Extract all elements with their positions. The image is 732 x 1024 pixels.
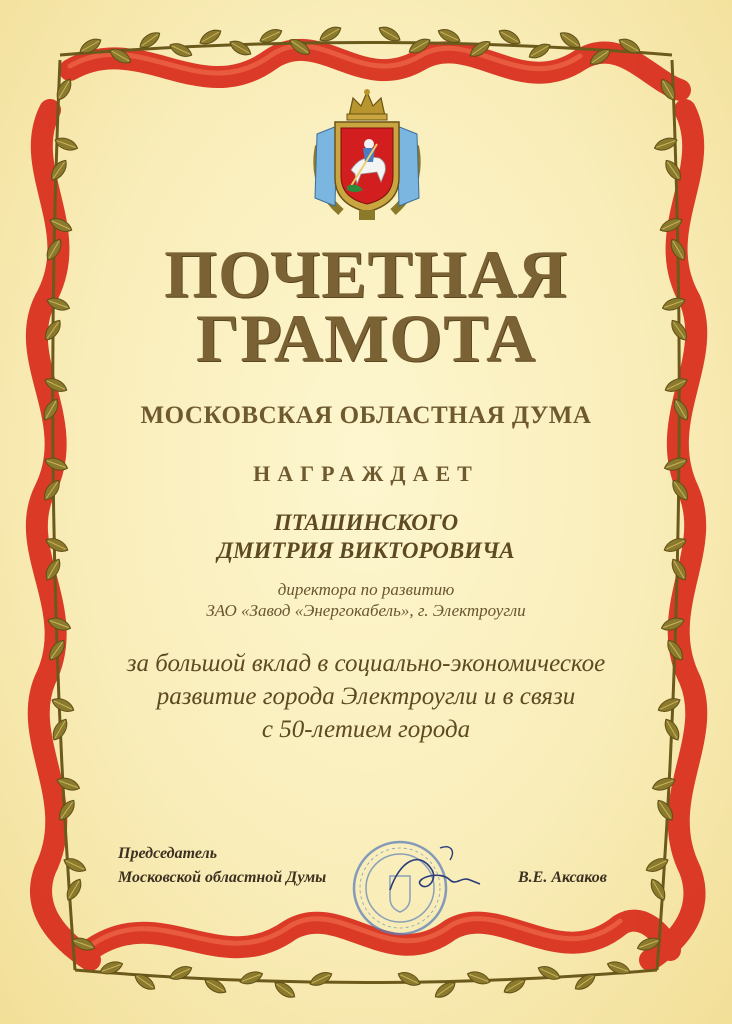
award-reason-line3: с 50-летием города (261, 716, 471, 743)
recipient-company: ЗАО «Завод «Энергокабель», г. Электроугли (206, 601, 526, 620)
awards-heading: НАГРАЖДАЕТ (253, 461, 479, 486)
organization-name: МОСКОВСКАЯ ОБЛАСТНАЯ ДУМА (140, 402, 592, 429)
award-reason-line2: развитие города Электроугли и в связи (156, 683, 576, 710)
award-reason-line1: за большой вклад в социально-экономическое (126, 650, 606, 677)
certificate-title-line2: ГРАМОТА (195, 300, 537, 376)
handwritten-signature (380, 840, 490, 910)
certificate-title-line1: ПОЧЕТНАЯ (164, 236, 568, 312)
recipient-given-names: ДМИТРИЯ ВИКТОРОВИЧА (217, 538, 515, 563)
signatory-role (118, 842, 326, 890)
recipient-surname: ПТАШИНСКОГО (273, 510, 459, 535)
signatory-role-line2: Московской областной Думы (118, 869, 327, 886)
recipient-position: директора по развитию (277, 580, 455, 599)
coat-of-arms-emblem (311, 86, 423, 222)
signatory-role-line1: Председатель (118, 845, 218, 862)
signatory-name: В.Е. Аксаков (518, 869, 607, 886)
